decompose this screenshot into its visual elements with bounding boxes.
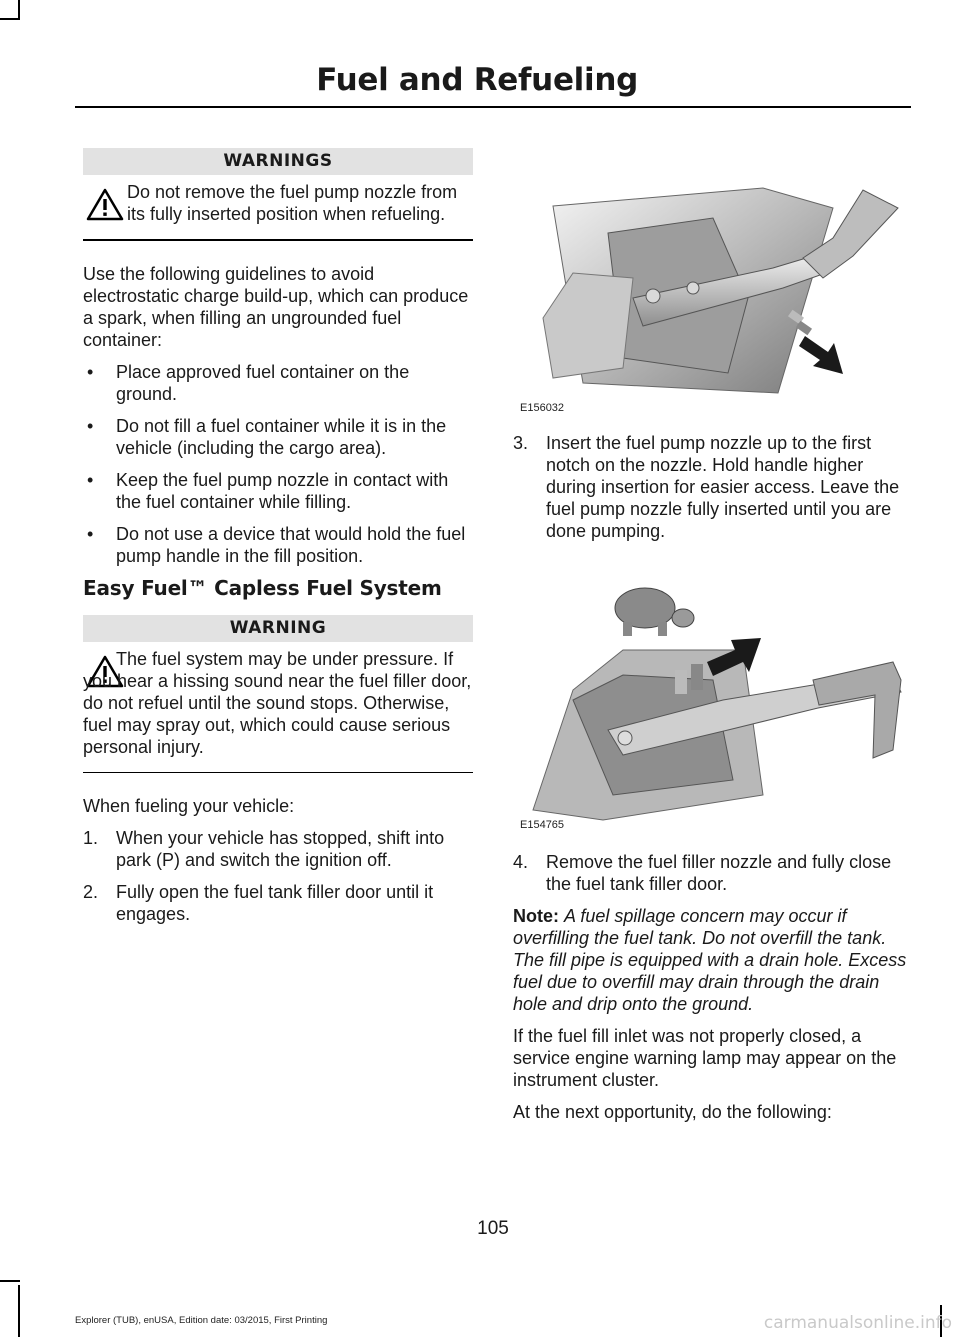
watermark: carmanualsonline.info xyxy=(763,1313,952,1333)
warning-body xyxy=(83,642,473,758)
step-text: Fully open the fuel tank filler door until it engages. xyxy=(116,882,434,924)
bullet-marker: • xyxy=(87,523,94,544)
paragraph: At the next opportunity, do the following: xyxy=(513,1102,832,1122)
figure-code: E154765 xyxy=(520,819,565,831)
right-column-top xyxy=(513,432,908,552)
bullet-marker: • xyxy=(87,469,94,490)
step-number: 2. xyxy=(83,882,99,902)
step-text: When your vehicle has stopped, shift into park (P) and switch the ignition off. xyxy=(116,828,445,870)
crop-mark xyxy=(18,0,20,20)
footer-text: Explorer (TUB), enUSA, Edition date: 03/2015, First Printing xyxy=(75,1315,328,1326)
warning-rule xyxy=(83,239,473,241)
step-item xyxy=(83,827,473,871)
warning-box xyxy=(83,148,473,241)
list-item xyxy=(83,415,473,459)
left-column xyxy=(83,148,473,935)
fuel-nozzle-slow-insert-illustration xyxy=(513,580,908,835)
bullet-marker: • xyxy=(87,361,94,382)
fuel-nozzle-insertion-illustration xyxy=(513,178,908,420)
crop-mark xyxy=(18,1285,20,1337)
steps-list xyxy=(513,432,908,542)
fuel-nozzle-turtle-graphic xyxy=(513,580,908,835)
warning-box xyxy=(83,615,473,774)
list-item xyxy=(83,361,473,405)
steps-list xyxy=(83,827,473,925)
warning-triangle-icon xyxy=(85,187,125,223)
note-label: Note: xyxy=(513,906,559,926)
step-text: Remove the fuel filler nozzle and fully close the fuel tank filler door. xyxy=(546,852,892,894)
page-number: 105 xyxy=(477,1218,509,1239)
warning-rule xyxy=(83,772,473,774)
list-item-text: Keep the fuel pump nozzle in contact with the fuel container while filling. xyxy=(116,469,449,512)
page-title: Fuel and Refueling xyxy=(316,62,638,98)
list-item xyxy=(83,469,473,513)
warning-text: Do not remove the fuel pump nozzle from its fully inserted position when refueling. xyxy=(127,182,458,224)
crop-mark xyxy=(0,18,20,20)
intro-paragraph: Use the following guidelines to avoid electrostatic charge build-up, which can produce a spark, when filling an ungrounded fuel container: xyxy=(83,263,469,350)
steps-list xyxy=(513,851,908,895)
step-number: 3. xyxy=(513,433,529,453)
list-item-text: Do not fill a fuel container while it is in the vehicle (including the cargo area). xyxy=(116,415,447,458)
step-text: Insert the fuel pump nozzle up to the first notch on the nozzle. Hold handle higher during insertion for easier access. Leave the fuel pump nozzle fully inserted until you are done pumping. xyxy=(546,433,900,541)
step-number: 4. xyxy=(513,852,529,872)
step-item xyxy=(83,881,473,925)
fueling-intro: When fueling your vehicle: xyxy=(83,796,295,816)
right-column-bottom xyxy=(513,851,908,1133)
warning-body xyxy=(83,175,473,225)
bullet-marker: • xyxy=(87,415,94,436)
fuel-nozzle-illustration-graphic xyxy=(513,178,908,420)
header-divider xyxy=(75,106,911,108)
step-item xyxy=(513,432,908,542)
step-item xyxy=(513,851,908,895)
list-item xyxy=(83,523,473,567)
warning-text: The fuel system may be under pressure. If you hear a hissing sound near the fuel filler door, do not refuel until the sound stops. Otherwise, fuel may spray out, which could cause serious personal injury. xyxy=(83,648,472,757)
section-title: Easy Fuel™ Capless Fuel System xyxy=(83,575,442,600)
step-number: 1. xyxy=(83,828,99,848)
paragraph: If the fuel fill inlet was not properly closed, a service engine warning lamp may appear on the instrument cluster. xyxy=(513,1026,897,1090)
crop-mark xyxy=(0,1280,20,1282)
warning-heading: WARNING xyxy=(83,615,473,642)
warning-heading: WARNINGS xyxy=(83,148,473,175)
note-text: A fuel spillage concern may occur if overfilling the fuel tank. Do not overfill the tank. The fill pipe is equipped with a drain hole. Excess fuel due to overfill may drain through the drain hole and drip onto the ground. xyxy=(513,906,907,1014)
note-paragraph xyxy=(513,905,908,1015)
list-item-text: Do not use a device that would hold the fuel pump handle in the fill position. xyxy=(116,523,466,566)
list-item-text: Place approved fuel container on the ground. xyxy=(116,361,410,404)
figure-code: E156032 xyxy=(520,402,565,414)
guideline-list xyxy=(83,361,473,567)
